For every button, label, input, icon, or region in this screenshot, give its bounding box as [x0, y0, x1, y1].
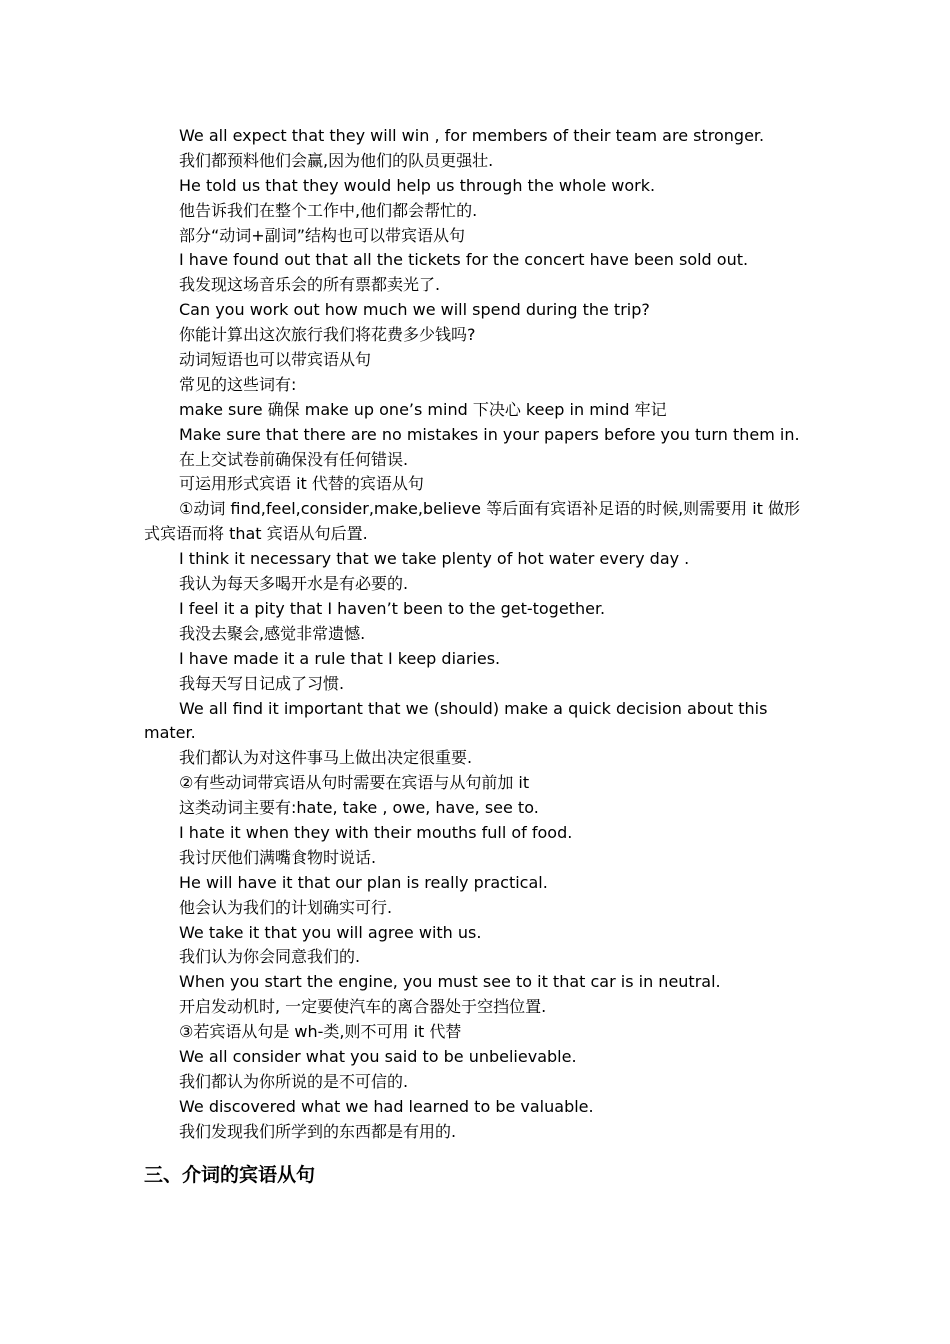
- text-line: 我认为每天多喝开水是有必要的.: [179, 574, 409, 594]
- section-heading: 三、介词的宾语从句: [144, 1164, 316, 1186]
- text-line: 他会认为我们的计划确实可行.: [179, 897, 393, 917]
- text-line: We all expect that they will win , for members of their team are stronger.: [179, 126, 765, 145]
- text-line: 我们都预料他们会赢,因为他们的队员更强壮.: [179, 150, 494, 170]
- text-line: Can you work out how much we will spend during the trip?: [179, 300, 650, 320]
- text-line: make sure 确保 make up one’s mind 下决心 keep in mind 牢记: [179, 399, 667, 419]
- text-line: He will have it that our plan is really practical.: [179, 872, 548, 892]
- text-line: 可运用形式宾语 it 代替的宾语从句: [179, 474, 424, 494]
- text-line: 我发现这场音乐会的所有票都卖光了.: [179, 275, 441, 295]
- text-line: 在上交试卷前确保没有任何错误.: [179, 449, 409, 469]
- text-line: 这类动词主要有:hate, take , owe, have, see to.: [179, 798, 539, 818]
- text-line: 我没去聚会,感觉非常遗憾.: [179, 623, 366, 643]
- text-line: 常见的这些词有:: [179, 374, 297, 394]
- text-line: ②有些动词带宾语从句时需要在宾语与从句前加 it: [179, 773, 530, 793]
- text-line: I have found out that all the tickets for the concert have been sold out.: [179, 250, 749, 270]
- text-line: 我讨厌他们满嘴食物时说话.: [179, 847, 377, 867]
- text-line: ③若宾语从句是 wh-类,则不可用 it 代替: [179, 1022, 462, 1042]
- paragraph-wrapped: We all find it important that we (should) make a quick decision about this mater.: [144, 698, 768, 743]
- text-line: 我们认为你会同意我们的.: [179, 947, 361, 967]
- text-line: We discovered what we had learned to be valuable.: [179, 1096, 594, 1116]
- text-line: 你能计算出这次旅行我们将花费多少钱吗?: [179, 325, 476, 345]
- document-body: [144, 124, 812, 1145]
- text-line: We all consider what you said to be unbelievable.: [179, 1047, 577, 1067]
- text-line: 他告诉我们在整个工作中,他们都会帮忙的.: [179, 200, 478, 220]
- text-line: I have made it a rule that I keep diaries.: [179, 648, 501, 668]
- text-line: 我们都认为对这件事马上做出决定很重要.: [179, 748, 473, 768]
- text-line: I hate it when they with their mouths full of food.: [179, 823, 573, 842]
- text-line: We take it that you will agree with us.: [179, 922, 482, 942]
- text-line: I feel it a pity that I haven’t been to the get-together.: [179, 598, 606, 618]
- text-line: 我们都认为你所说的是不可信的.: [179, 1071, 409, 1091]
- text-line: Make sure that there are no mistakes in your papers before you turn them in.: [179, 424, 800, 444]
- text-line: He told us that they would help us through the whole work.: [179, 175, 656, 195]
- text-line: When you start the engine, you must see to it that car is in neutral.: [179, 972, 721, 992]
- text-line: 动词短语也可以带宾语从句: [179, 350, 372, 370]
- text-line: I think it necessary that we take plenty of hot water every day .: [179, 549, 690, 569]
- text-line: 部分“动词+副词”结构也可以带宾语从句: [179, 225, 465, 245]
- text-line: 我每天写日记成了习惯.: [179, 673, 345, 693]
- text-line: 开启发动机时, 一定要使汽车的离合器处于空挡位置.: [179, 997, 547, 1017]
- paragraph-wrapped: ①动词 find,feel,consider,make,believe 等后面有宾语补足语的时候,则需要用 it 做形式宾语而将 that 宾语从句后置.: [144, 499, 801, 544]
- text-line: 我们发现我们所学到的东西都是有用的.: [179, 1121, 457, 1141]
